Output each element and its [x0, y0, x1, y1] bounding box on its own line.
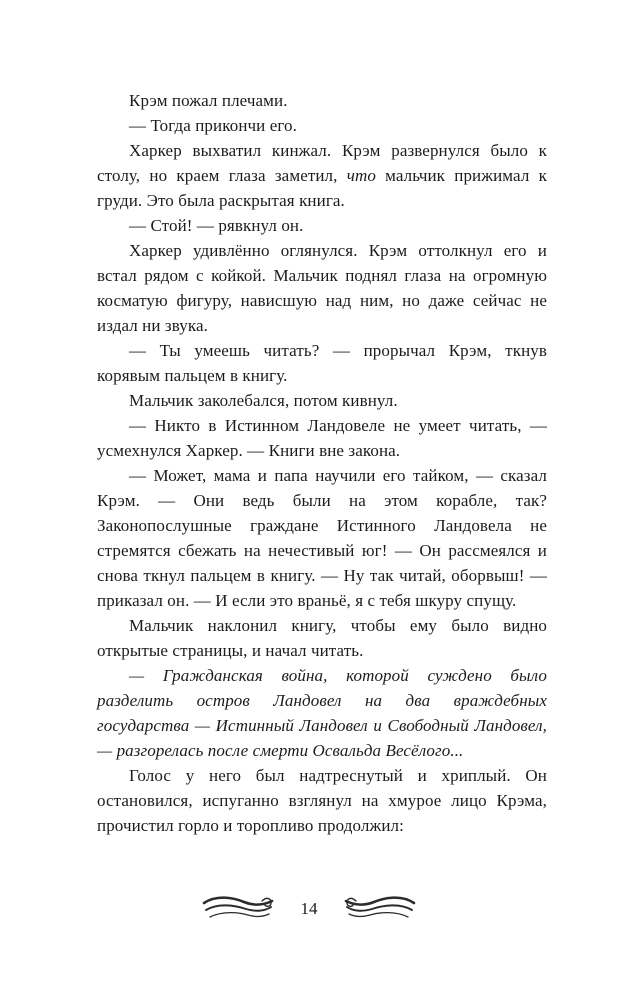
text-segment: Харкер выхватил кинжал. Крэм развернулся было к столу, но краем глаза заметил, — [97, 141, 547, 185]
page-footer — [0, 893, 618, 923]
paragraph — [97, 463, 547, 613]
flourish-swirl-icon — [202, 893, 274, 923]
text-segment: мальчик прижимал к груди. Это была раскрытая книга. — [97, 166, 548, 210]
paragraph — [97, 138, 547, 213]
text-segment: — Может, мама и папа научили его тайком, — сказал Крэм. — Они ведь были на этом корабле, так? Законопослушные граждане Истинного Ландовела не стремятся сбежать на нечестивый юг! — Он рассмеялся и снова ткнул пальцем в книгу. — Ну так читай, оборвыш! — приказал он. — И если это враньё, я с тебя шкуру спущу. — [97, 466, 547, 610]
paragraph — [97, 388, 547, 413]
text-segment: — Гражданская война, которой суждено было разделить остров Ландовел на два враждебных государства — Истинный Ландовел и Свободный Ландовел, — разгорелась после смерти Освальда Весёлого... — [97, 666, 547, 760]
paragraph — [97, 613, 547, 663]
paragraph — [97, 413, 547, 463]
text-segment: — Никто в Истинном Ландовеле не умеет читать, — усмехнулся Харкер. — Книги вне закона. — [97, 416, 547, 460]
text-segment: Мальчик заколебался, потом кивнул. — [129, 391, 398, 410]
paragraph — [97, 663, 547, 763]
flourish-swirl-icon — [344, 893, 416, 923]
text-segment: — Ты умеешь читать? — прорычал Крэм, ткнув корявым пальцем в книгу. — [97, 341, 547, 385]
paragraph — [97, 763, 547, 838]
text-segment: Мальчик наклонил книгу, чтобы ему было видно открытые страницы, и начал читать. — [97, 616, 547, 660]
text-segment: Крэм пожал плечами. — [129, 91, 288, 110]
paragraph — [97, 88, 547, 113]
paragraph — [97, 113, 547, 138]
text-segment: Голос у него был надтреснутый и хриплый. Он остановился, испуганно взглянул на хмурое лицо Крэма, прочистил горло и торопливо продолжил: — [97, 766, 547, 835]
text-segment: Харкер удивлённо оглянулся. Крэм оттолкнул его и встал рядом с койкой. Мальчик поднял глаза на огромную косматую фигуру, нависшую над ним, но даже сейчас не издал ни звука. — [97, 241, 547, 335]
paragraph — [97, 238, 547, 338]
paragraph — [97, 338, 547, 388]
text-segment: — Тогда прикончи его. — [129, 116, 297, 135]
page-number: 14 — [300, 898, 318, 918]
text-block — [97, 88, 547, 838]
text-segment: что — [346, 166, 376, 185]
text-segment: — Стой! — рявкнул он. — [129, 216, 304, 235]
paragraph — [97, 213, 547, 238]
